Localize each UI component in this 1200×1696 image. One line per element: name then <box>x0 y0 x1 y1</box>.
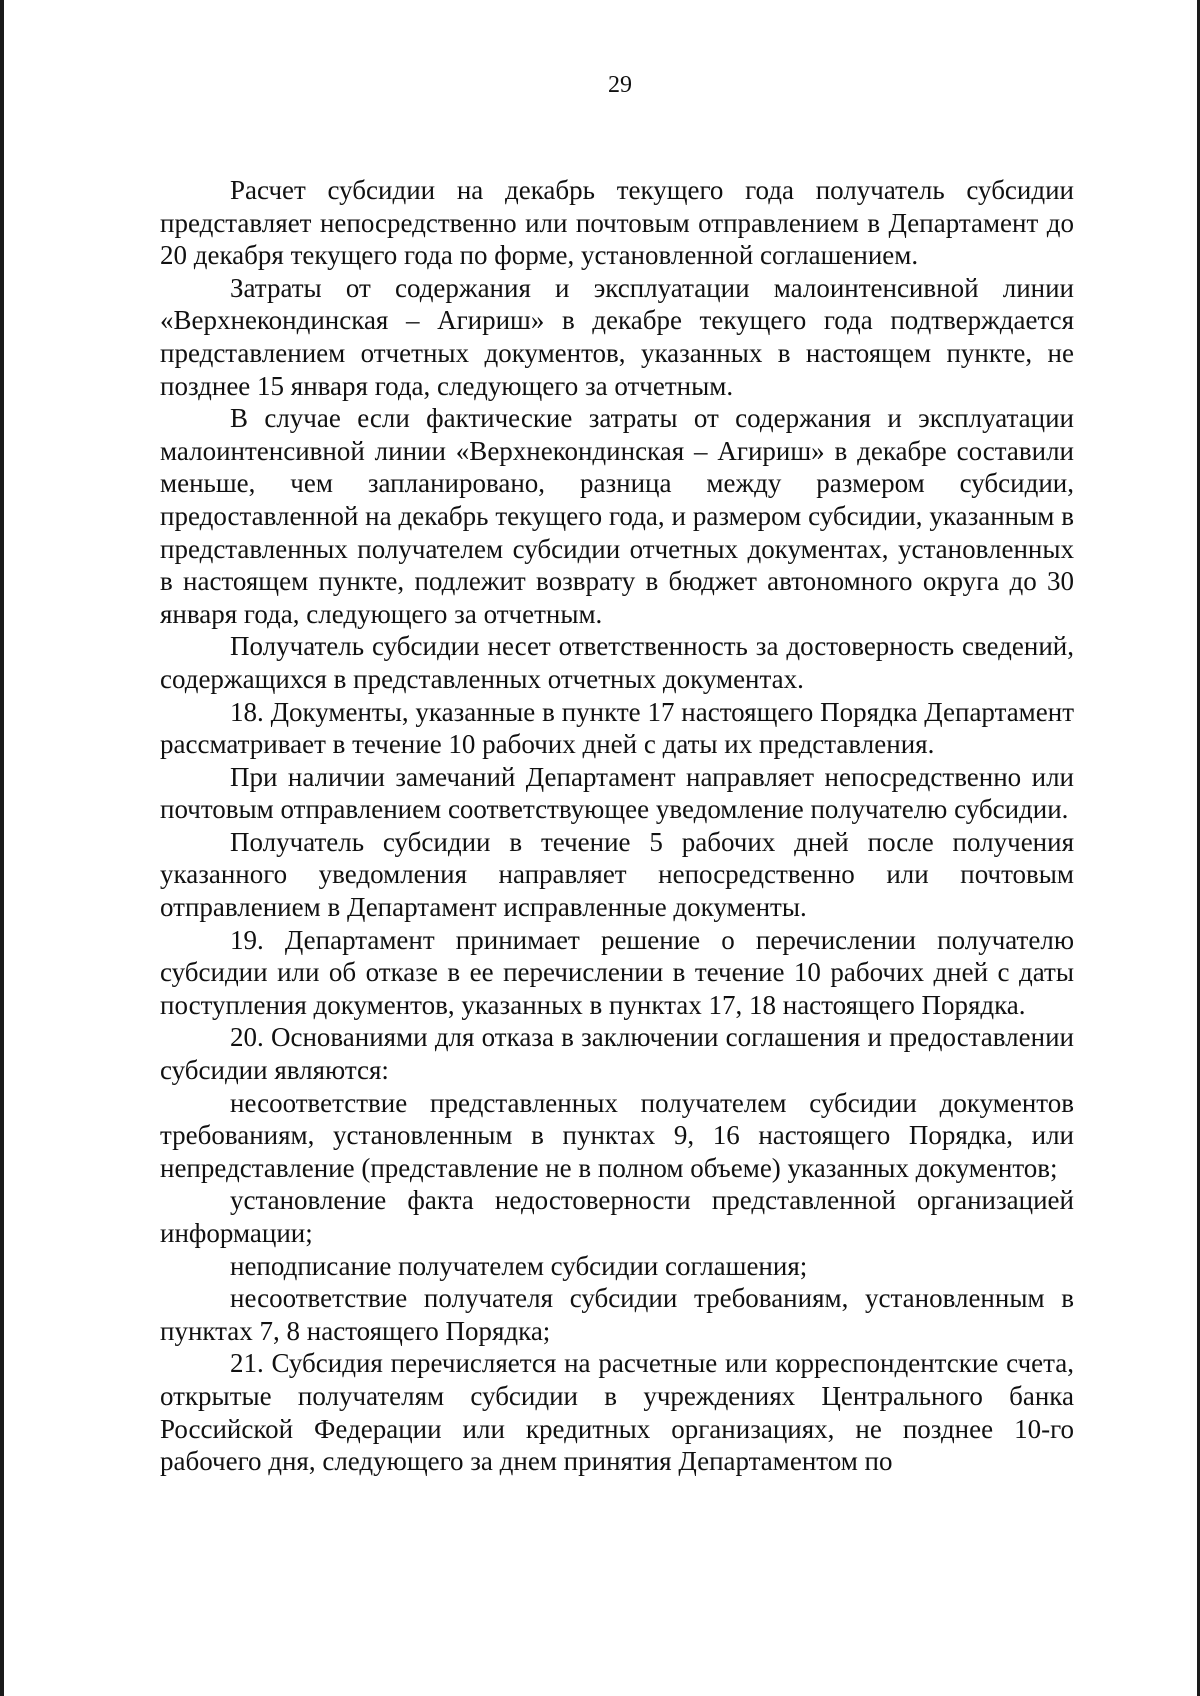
scan-left-border <box>0 0 4 1696</box>
paragraph: Расчет субсидии на декабрь текущего года получатель субсидии представляет непосредственно или почтовым отправлением в Департамент до 20 декабря текущего года по форме, установленной соглашением. <box>160 175 1074 271</box>
paragraph: Получатель субсидии несет ответственность за достоверность сведений, содержащихся в представленных отчетных документах. <box>160 631 1074 694</box>
document-body <box>160 174 1074 1478</box>
paragraph: Затраты от содержания и эксплуатации малоинтенсивной линии «Верхнекондинская – Агириш» в декабре текущего года подтверждается представлением отчетных документов, указанных в настоящем пункте, не позднее 15 января года, следующего за отчетным. <box>160 272 1074 401</box>
paragraph: 18. Документы, указанные в пункте 17 настоящего Порядка Департамент рассматривает в течение 10 рабочих дней с даты их представления. <box>160 696 1074 760</box>
paragraph: 20. Основаниями для отказа в заключении соглашения и предоставлении субсидии являются: <box>160 1022 1074 1086</box>
paragraph: неподписание получателем субсидии соглашения; <box>230 1250 808 1281</box>
paragraph: Получатель субсидии в течение 5 рабочих дней после получения указанного уведомления направляет непосредственно или почтовым отправлением в Департамент исправленные документы. <box>160 826 1074 923</box>
paragraph: 19. Департамент принимает решение о перечислении получателю субсидии или об отказе в ее перечислении в течение 10 рабочих дней с даты поступления документов, указанных в пунктах 17, 18 настоящего Порядка. <box>160 924 1074 1020</box>
paragraph: несоответствие представленных получателем субсидии документов требованиям, установленным в пунктах 9, 16 настоящего Порядка, или непредставление (представление не в полном объеме) указанных документов; <box>160 1087 1074 1183</box>
paragraph: В случае если фактические затраты от содержания и эксплуатации малоинтенсивной линии «Верхнекондинская – Агириш» в декабре составили меньше, чем запланировано, разница между размером субсидии, предоставленной на декабрь текущего года, и размером субсидии, указанным в представленных получателем субсидии отчетных документах, установленных в настоящем пункте, подлежит возврату в бюджет автономного округа до 30 января года, следующего за отчетным. <box>160 403 1074 629</box>
paragraph: несоответствие получателя субсидии требованиям, установленным в пунктах 7, 8 настоящего Порядка; <box>160 1283 1074 1346</box>
paragraph: При наличии замечаний Департамент направляет непосредственно или почтовым отправлением соответствующее уведомление получателю субсидии. <box>160 761 1074 825</box>
paragraph: установление факта недостоверности представленной организацией информации; <box>160 1185 1074 1248</box>
page-number: 29 <box>608 72 632 98</box>
paragraph: 21. Субсидия перечисляется на расчетные или корреспондентские счета, открытые получателям субсидии в учреждениях Центрального банка Российской Федерации или кредитных организациях, не позднее 10-го рабочего дня, следующего за днем принятия Департаментом по <box>160 1348 1074 1477</box>
